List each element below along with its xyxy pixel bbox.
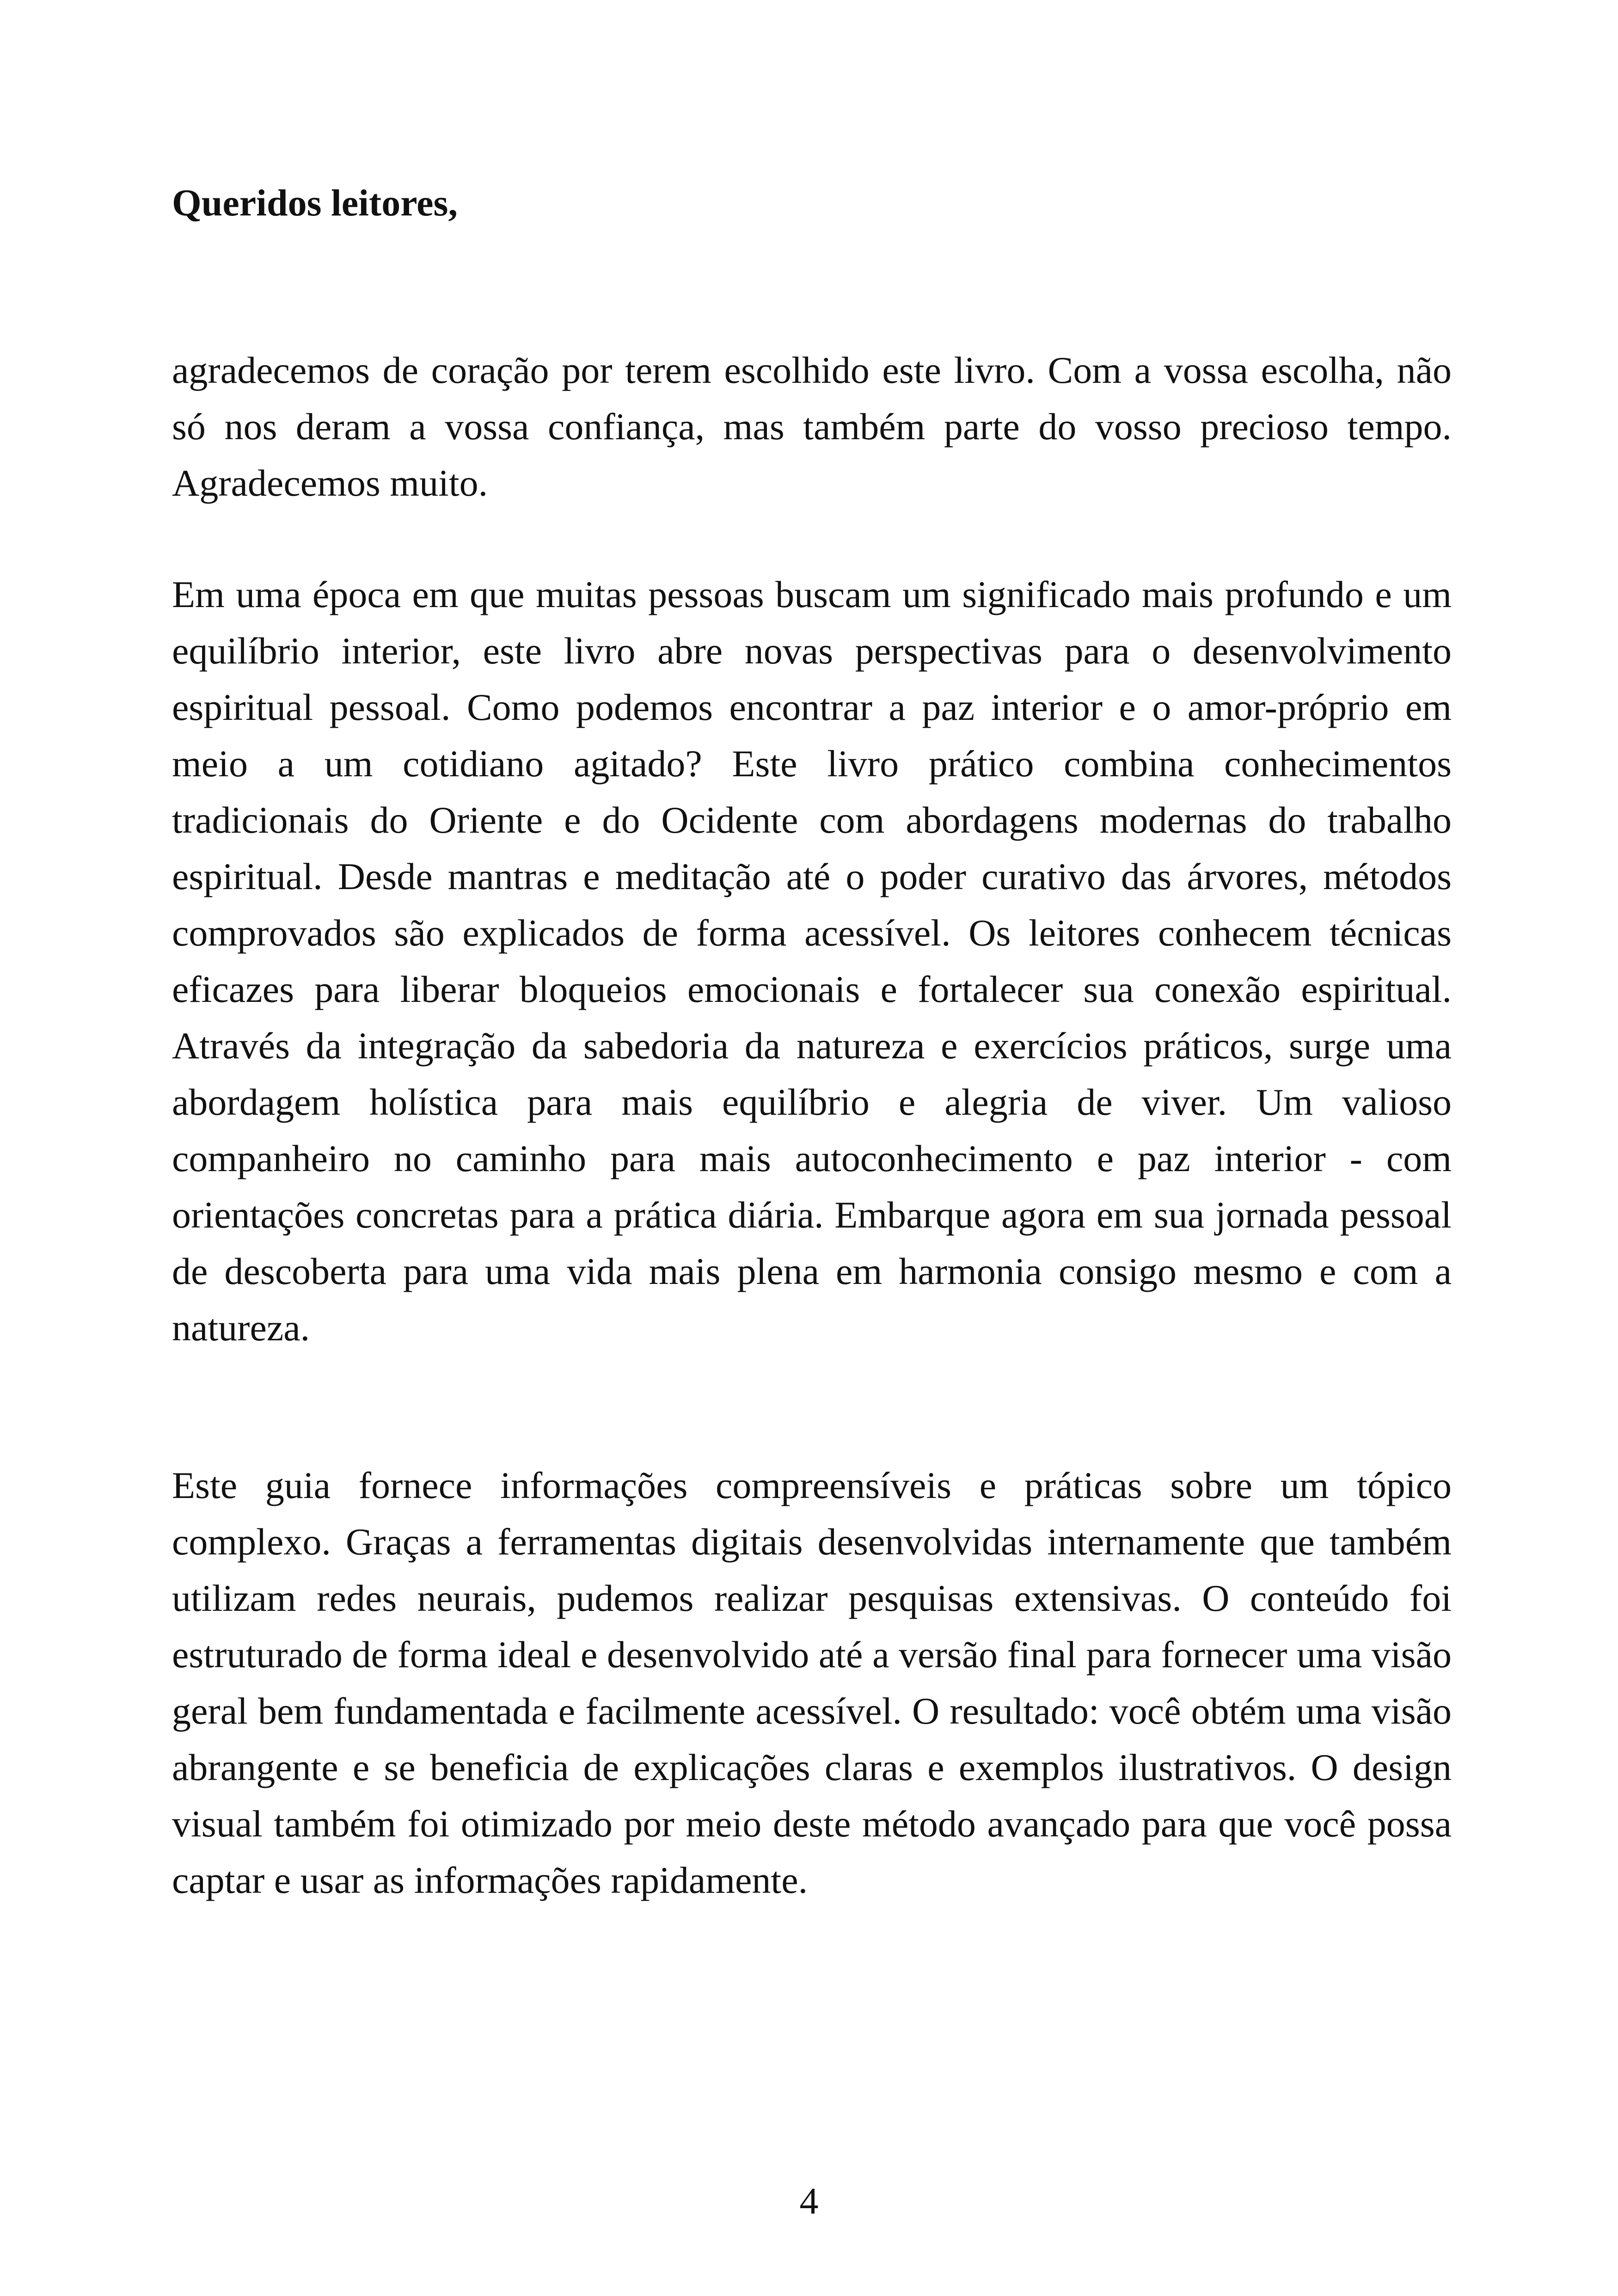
salutation-heading: Queridos leitores, — [172, 182, 458, 224]
book-description-paragraph: Em uma época em que muitas pessoas buscam um significado mais profundo e um equilíbrio interior, este livro abre novas perspectivas para o desenvolvimento espiritual pessoal. Como podemos encontrar a paz interior e o amor-próprio em meio a um cotidiano agitado? Este livro prático combina conhecimentos tradicionais do Oriente e do Ocidente com abordagens modernas do trabalho espiritual. Desde mantras e meditação até o poder curativo das árvores, métodos comprovados são explicados de forma acessível. Os leitores conhecem técnicas eficazes para liberar bloqueios emocionais e fortalecer sua conexão espiritual. Através da integração da sabedoria da natureza e exercícios práticos, surge uma abordagem holística para mais equilíbrio e alegria de viver. Um valioso companheiro no caminho para mais autoconhecimento e paz interior - com orientações concretas para a prática diária. Embarque agora em sua jornada pessoal de descoberta para uma vida mais plena em harmonia consigo mesmo e com a natureza. — [172, 573, 1452, 1349]
intro-paragraph: agradecemos de coração por terem escolhido este livro. Com a vossa escolha, não só nos deram a vossa confiança, mas também parte do vosso precioso tempo. Agradecemos muito. — [172, 349, 1452, 504]
guide-methodology-paragraph: Este guia fornece informações compreensíveis e práticas sobre um tópico complexo. Graças a ferramentas digitais desenvolvidas internamente que também utilizam redes neurais, pudemos realizar pesquisas extensivas. O conteúdo foi estruturado de forma ideal e desenvolvido até a versão final para fornecer uma visão geral bem fundamentada e facilmente acessível. O resultado: você obtém uma visão abrangente e se beneficia de explicações claras e exemplos ilustrativos. O design visual também foi otimizado por meio deste método avançado para que você possa captar e usar as informações rapidamente. — [172, 1464, 1452, 1901]
page-number: 4 — [799, 2180, 819, 2222]
